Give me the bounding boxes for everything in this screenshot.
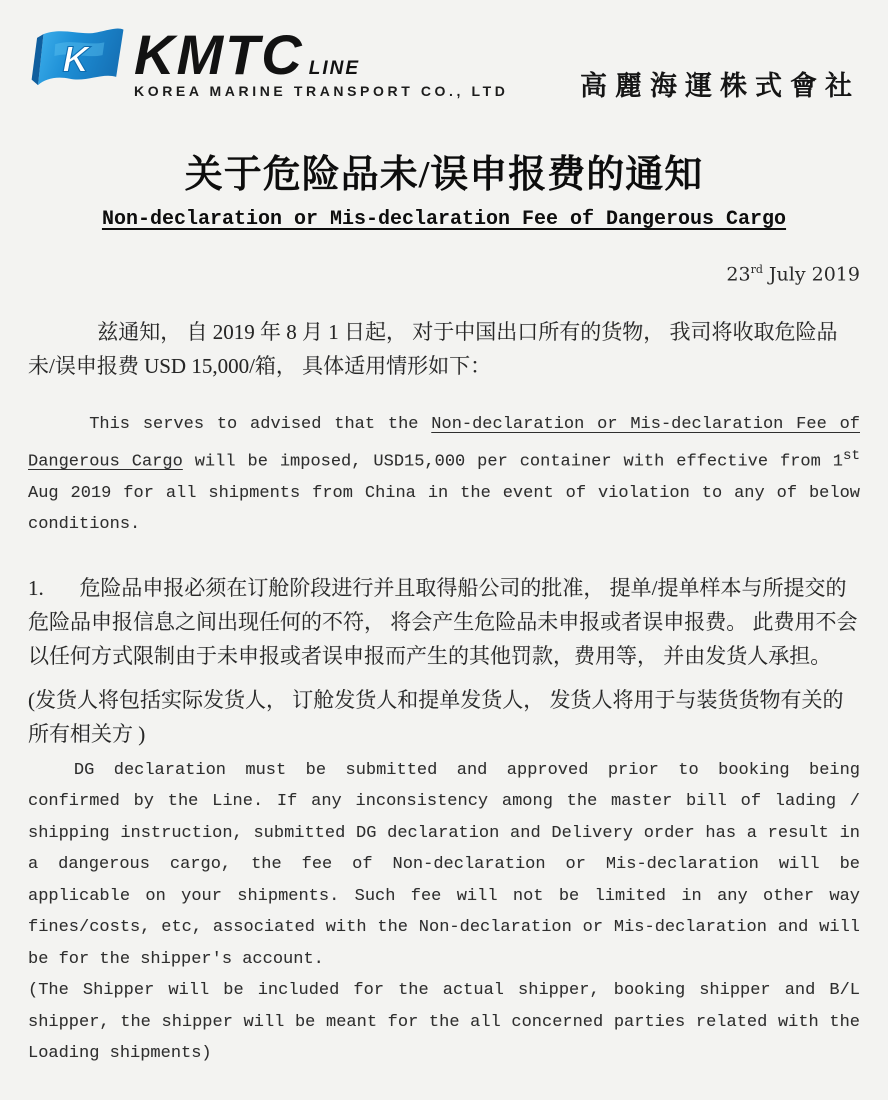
intro-en-ordinal: st <box>843 447 860 464</box>
kmtc-flag-icon <box>28 24 128 113</box>
notice-title-english: Non-declaration or Mis-declaration Fee of Dangerous Cargo <box>101 208 787 231</box>
svg-text:K: K <box>62 38 89 80</box>
condition-1-chinese <box>28 571 860 673</box>
brand-name: KMTC <box>134 23 304 86</box>
date-ordinal: rd <box>750 263 763 276</box>
condition-1-english: DG declaration must be submitted and approved prior to booking being confirmed by the Line. If any inconsistency among the master bill of lading / shipping instruction, submitted DG declaration and Delivery order has a result in a dangerous cargo, the fee of Non-declaration or Mis-declaration will be applicable on your shipments. Such fee will not be limited in any other way fines/costs, etc, associated with the Non-declaration or Mis-declaration and will be for the shipper's account. <box>28 760 860 969</box>
intro-paragraph-english <box>28 409 860 541</box>
intro-en-part1: This serves to advised that the <box>89 415 432 435</box>
date-day: 23 <box>726 263 751 286</box>
document-header <box>28 24 860 113</box>
logo-brand-row <box>134 23 508 86</box>
notice-date <box>28 263 860 285</box>
condition-1-marker: 1. <box>28 575 44 600</box>
intro-en-part3: Aug 2019 for all shipments from China in the event of violation to any of below conditions. <box>28 483 860 535</box>
company-name-english: KOREA MARINE TRANSPORT CO., LTD <box>134 83 509 100</box>
kmtc-logo <box>28 24 508 113</box>
intro-paragraph-chinese: 兹通知， 自 2019 年 8 月 1 日起， 对于中国出口所有的货物， 我司将收取危险品未/误申报费 USD 15,000/箱， 具体适用情形如下： <box>28 320 838 379</box>
intro-en-part2: will be imposed, USD15,000 per container with effective from 1 <box>182 452 843 472</box>
shipper-note-english: (The Shipper will be included for the actual shipper, booking shipper and B/L shipper, the shipper will be meant for the all concerned parties related with the Loading shipments) <box>28 981 860 1064</box>
date-month-year: July 2019 <box>762 263 860 286</box>
brand-suffix: LINE <box>308 58 361 80</box>
shipper-note-chinese: (发货人将包括实际发货人， 订舱发货人和提单发货人， 发货人将用于与装货货物有关的所有相关方 ) <box>28 687 844 746</box>
notice-title-chinese: 关于危险品未/误申报费的通知 <box>184 154 704 196</box>
intro-en-underlined-phrase: Non-declaration or Mis-declaration Fee of Dangerous Cargo <box>28 415 860 472</box>
logo-text-block <box>134 23 509 100</box>
condition-1-text-chinese: 危险品申报必须在订舱阶段进行并且取得船公司的批准， 提单/提单样本与所提交的危险品申报信息之间出现任何的不符， 将会产生危险品未申报或者误申报费。 此费用不会以任何方式限制由于未申报或者误申报而产生的其他罚款，费用等， 并由发货人承担。 <box>28 575 858 668</box>
company-name-cjk: 高麗海運株式會社 <box>580 71 860 101</box>
